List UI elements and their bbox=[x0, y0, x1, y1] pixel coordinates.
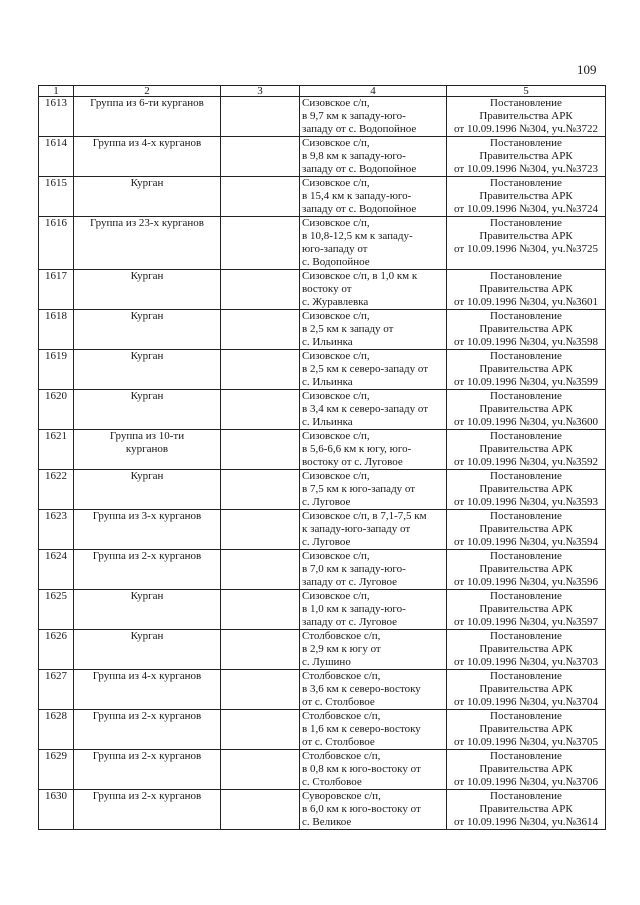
location-cell bbox=[300, 710, 447, 750]
document-cell-line: Постановление bbox=[490, 270, 562, 282]
document-cell-line: Правительства АРК bbox=[479, 283, 573, 295]
header-row bbox=[39, 86, 606, 97]
location-cell-line: западу от с. Водопойное bbox=[302, 163, 417, 175]
table-row bbox=[39, 310, 606, 350]
document-cell-line: Правительства АРК bbox=[479, 763, 573, 775]
object-name-line: Курган bbox=[130, 177, 164, 189]
document-cell-line: от 10.09.1996 №304, уч.№3592 bbox=[454, 456, 598, 468]
location-cell-line: в 15,4 км к западу-юго- bbox=[302, 190, 412, 202]
location-cell-line: в 9,8 км к западу-юго- bbox=[302, 150, 406, 162]
object-name-line: Курган bbox=[130, 590, 164, 602]
location-cell bbox=[300, 670, 447, 710]
document-cell-line: Правительства АРК bbox=[479, 643, 573, 655]
document-cell-line: Постановление bbox=[490, 470, 562, 482]
document-cell-line: Правительства АРК bbox=[479, 683, 573, 695]
document-cell-line: Постановление bbox=[490, 590, 562, 602]
object-name bbox=[74, 510, 221, 550]
object-name-line: Группа из 23-х курганов bbox=[90, 217, 204, 229]
document-cell-line: Правительства АРК bbox=[479, 323, 573, 335]
location-cell-line: западу от с. Луговое bbox=[302, 616, 398, 628]
location-cell-line: Сизовское с/п, bbox=[302, 350, 370, 362]
object-name-line: Группа из 2-х курганов bbox=[92, 750, 202, 762]
document-cell bbox=[447, 430, 606, 470]
table-row bbox=[39, 430, 606, 470]
location-cell bbox=[300, 750, 447, 790]
object-name bbox=[74, 470, 221, 510]
table-row bbox=[39, 590, 606, 630]
document-cell-line: Правительства АРК bbox=[479, 603, 573, 615]
document-cell bbox=[447, 670, 606, 710]
object-name-line: Курган bbox=[130, 350, 164, 362]
row-number: 1618 bbox=[39, 310, 74, 350]
document-cell bbox=[447, 470, 606, 510]
object-name-line: Группа из 2-х курганов bbox=[92, 710, 202, 722]
object-name-line: Группа из 2-х курганов bbox=[92, 790, 202, 802]
table-row bbox=[39, 217, 606, 270]
notes-cell bbox=[221, 470, 300, 510]
location-cell-line: в 3,4 км к северо-западу от bbox=[302, 403, 429, 415]
object-name-line: Курган bbox=[130, 470, 164, 482]
row-number: 1627 bbox=[39, 670, 74, 710]
location-cell-line: юго-западу от bbox=[302, 243, 368, 255]
table-row bbox=[39, 470, 606, 510]
location-cell bbox=[300, 550, 447, 590]
document-cell-line: от 10.09.1996 №304, уч.№3593 bbox=[454, 496, 598, 508]
document-cell bbox=[447, 137, 606, 177]
object-name bbox=[74, 350, 221, 390]
document-cell bbox=[447, 750, 606, 790]
location-cell-line: Сизовское с/п, bbox=[302, 310, 370, 322]
document-cell bbox=[447, 550, 606, 590]
table-row bbox=[39, 390, 606, 430]
notes-cell bbox=[221, 137, 300, 177]
location-cell-line: в 10,8-12,5 км к западу- bbox=[302, 230, 413, 242]
object-name bbox=[74, 550, 221, 590]
location-cell bbox=[300, 590, 447, 630]
object-name-line: Группа из 6-ти курганов bbox=[90, 97, 204, 109]
document-cell bbox=[447, 270, 606, 310]
document-cell-line: от 10.09.1996 №304, уч.№3594 bbox=[454, 536, 598, 548]
document-cell-line: от 10.09.1996 №304, уч.№3600 bbox=[454, 416, 598, 428]
location-cell-line: Сизовское с/п, bbox=[302, 590, 370, 602]
document-cell-line: Постановление bbox=[490, 137, 562, 149]
document-cell-line: Правительства АРК bbox=[479, 403, 573, 415]
object-name bbox=[74, 137, 221, 177]
document-cell-line: от 10.09.1996 №304, уч.№3614 bbox=[454, 816, 598, 828]
location-cell-line: от с. Столбовое bbox=[302, 696, 375, 708]
document-cell-line: Правительства АРК bbox=[479, 230, 573, 242]
location-cell-line: Сизовское с/п, bbox=[302, 390, 370, 402]
document-cell-line: от 10.09.1996 №304, уч.№3723 bbox=[454, 163, 598, 175]
location-cell-line: в 0,8 км к юго-востоку от bbox=[302, 763, 421, 775]
document-cell-line: Постановление bbox=[490, 670, 562, 682]
location-cell bbox=[300, 630, 447, 670]
location-cell-line: с. Водопойное bbox=[302, 256, 370, 268]
document-cell bbox=[447, 590, 606, 630]
table-row bbox=[39, 137, 606, 177]
row-number: 1613 bbox=[39, 97, 74, 137]
notes-cell bbox=[221, 630, 300, 670]
document-cell-line: от 10.09.1996 №304, уч.№3705 bbox=[454, 736, 598, 748]
document-cell-line: Правительства АРК bbox=[479, 150, 573, 162]
location-cell-line: с. Журавлевка bbox=[302, 296, 369, 308]
document-cell bbox=[447, 630, 606, 670]
document-cell bbox=[447, 97, 606, 137]
location-cell-line: от с. Столбовое bbox=[302, 736, 375, 748]
row-number: 1621 bbox=[39, 430, 74, 470]
table-body bbox=[39, 97, 606, 830]
object-name bbox=[74, 590, 221, 630]
object-name-line: Курган bbox=[130, 310, 164, 322]
document-cell-line: от 10.09.1996 №304, уч.№3598 bbox=[454, 336, 598, 348]
document-cell-line: от 10.09.1996 №304, уч.№3597 bbox=[454, 616, 598, 628]
location-cell-line: Сизовское с/п, bbox=[302, 137, 370, 149]
document-cell-line: Постановление bbox=[490, 510, 562, 522]
notes-cell bbox=[221, 670, 300, 710]
location-cell-line: Столбовское с/п, bbox=[302, 750, 381, 762]
location-cell-line: Столбовское с/п, bbox=[302, 710, 381, 722]
document-cell-line: Правительства АРК bbox=[479, 563, 573, 575]
document-cell-line: Правительства АРК bbox=[479, 803, 573, 815]
location-cell-line: Суворовское с/п, bbox=[302, 790, 381, 802]
object-name bbox=[74, 217, 221, 270]
object-name bbox=[74, 750, 221, 790]
location-cell-line: с. Луговое bbox=[302, 536, 351, 548]
location-cell-line: в 6,0 км к юго-востоку от bbox=[302, 803, 421, 815]
object-name-line: Курган bbox=[130, 630, 164, 642]
object-name bbox=[74, 670, 221, 710]
document-cell-line: от 10.09.1996 №304, уч.№3703 bbox=[454, 656, 598, 668]
document-cell bbox=[447, 710, 606, 750]
location-cell-line: с. Луговое bbox=[302, 496, 351, 508]
document-cell-line: от 10.09.1996 №304, уч.№3704 bbox=[454, 696, 598, 708]
document-cell-line: Постановление bbox=[490, 310, 562, 322]
monuments-table bbox=[38, 85, 606, 830]
object-name bbox=[74, 177, 221, 217]
row-number: 1615 bbox=[39, 177, 74, 217]
notes-cell bbox=[221, 97, 300, 137]
location-cell-line: в 1,6 км к северо-востоку bbox=[302, 723, 421, 735]
table-row bbox=[39, 670, 606, 710]
location-cell-line: востоку от с. Луговое bbox=[302, 456, 403, 468]
object-name-line: Группа из 3-х курганов bbox=[92, 510, 202, 522]
row-number: 1624 bbox=[39, 550, 74, 590]
table-row bbox=[39, 550, 606, 590]
document-cell-line: Постановление bbox=[490, 390, 562, 402]
document-cell-line: Правительства АРК bbox=[479, 443, 573, 455]
document-cell-line: Постановление bbox=[490, 177, 562, 189]
document-cell-line: Правительства АРК bbox=[479, 523, 573, 535]
object-name bbox=[74, 310, 221, 350]
object-name-line: Группа из 4-х курганов bbox=[92, 137, 202, 149]
table-row bbox=[39, 510, 606, 550]
object-name-line: Группа из 2-х курганов bbox=[92, 550, 202, 562]
column-header-2: 2 bbox=[74, 86, 221, 97]
location-cell-line: Сизовское с/п, в 7,1-7,5 км bbox=[302, 510, 427, 522]
object-name bbox=[74, 430, 221, 470]
object-name-line: Группа из 4-х курганов bbox=[92, 670, 202, 682]
column-header-4: 4 bbox=[300, 86, 447, 97]
table-row bbox=[39, 750, 606, 790]
column-header-3: 3 bbox=[221, 86, 300, 97]
location-cell-line: с. Ильинка bbox=[302, 376, 353, 388]
column-header-1: 1 bbox=[39, 86, 74, 97]
location-cell bbox=[300, 430, 447, 470]
row-number: 1626 bbox=[39, 630, 74, 670]
location-cell bbox=[300, 177, 447, 217]
document-cell-line: от 10.09.1996 №304, уч.№3722 bbox=[454, 123, 598, 135]
object-name bbox=[74, 790, 221, 830]
document-cell-line: Постановление bbox=[490, 350, 562, 362]
document-cell bbox=[447, 790, 606, 830]
document-cell-line: Правительства АРК bbox=[479, 723, 573, 735]
row-number: 1614 bbox=[39, 137, 74, 177]
document-cell-line: Правительства АРК bbox=[479, 363, 573, 375]
location-cell bbox=[300, 390, 447, 430]
document-cell-line: от 10.09.1996 №304, уч.№3725 bbox=[454, 243, 598, 255]
document-cell bbox=[447, 510, 606, 550]
row-number: 1616 bbox=[39, 217, 74, 270]
row-number: 1623 bbox=[39, 510, 74, 550]
location-cell bbox=[300, 350, 447, 390]
object-name-line: Курган bbox=[130, 270, 164, 282]
notes-cell bbox=[221, 590, 300, 630]
location-cell-line: в 2,5 км к северо-западу от bbox=[302, 363, 429, 375]
object-name bbox=[74, 270, 221, 310]
notes-cell bbox=[221, 270, 300, 310]
row-number: 1620 bbox=[39, 390, 74, 430]
location-cell-line: к западу-юго-западу от bbox=[302, 523, 411, 535]
location-cell-line: Сизовское с/п, в 1,0 км к bbox=[302, 270, 418, 282]
row-number: 1622 bbox=[39, 470, 74, 510]
table-row bbox=[39, 630, 606, 670]
location-cell-line: западу от с. Водопойное bbox=[302, 203, 417, 215]
page-number: 109 bbox=[577, 62, 597, 77]
location-cell-line: Столбовское с/п, bbox=[302, 630, 381, 642]
document-cell-line: Постановление bbox=[490, 750, 562, 762]
location-cell bbox=[300, 470, 447, 510]
location-cell-line: в 7,0 км к западу-юго- bbox=[302, 563, 406, 575]
location-cell bbox=[300, 310, 447, 350]
notes-cell bbox=[221, 710, 300, 750]
document-cell-line: Постановление bbox=[490, 630, 562, 642]
table-row bbox=[39, 270, 606, 310]
location-cell-line: западу от с. Луговое bbox=[302, 576, 398, 588]
location-cell-line: западу от с. Водопойное bbox=[302, 123, 417, 135]
object-name-line: курганов bbox=[125, 443, 169, 455]
document-cell-line: Постановление bbox=[490, 430, 562, 442]
location-cell-line: в 2,9 км к югу от bbox=[302, 643, 381, 655]
object-name bbox=[74, 710, 221, 750]
document-cell-line: Постановление bbox=[490, 97, 562, 109]
location-cell-line: с. Столбовое bbox=[302, 776, 362, 788]
row-number: 1617 bbox=[39, 270, 74, 310]
notes-cell bbox=[221, 177, 300, 217]
location-cell-line: Сизовское с/п, bbox=[302, 177, 370, 189]
document-cell-line: от 10.09.1996 №304, уч.№3599 bbox=[454, 376, 598, 388]
notes-cell bbox=[221, 350, 300, 390]
notes-cell bbox=[221, 430, 300, 470]
document-cell bbox=[447, 310, 606, 350]
document-cell-line: Постановление bbox=[490, 790, 562, 802]
location-cell-line: с. Ильинка bbox=[302, 336, 353, 348]
document-cell bbox=[447, 217, 606, 270]
notes-cell bbox=[221, 790, 300, 830]
notes-cell bbox=[221, 550, 300, 590]
location-cell bbox=[300, 97, 447, 137]
notes-cell bbox=[221, 390, 300, 430]
document-cell-line: Постановление bbox=[490, 217, 562, 229]
notes-cell bbox=[221, 217, 300, 270]
location-cell-line: Сизовское с/п, bbox=[302, 470, 370, 482]
location-cell-line: в 5,6-6,6 км к югу, юго- bbox=[302, 443, 412, 455]
document-cell-line: от 10.09.1996 №304, уч.№3706 bbox=[454, 776, 598, 788]
column-header-5: 5 bbox=[447, 86, 606, 97]
object-name bbox=[74, 630, 221, 670]
location-cell-line: в 2,5 км к западу от bbox=[302, 323, 394, 335]
location-cell bbox=[300, 790, 447, 830]
location-cell-line: в 1,0 км к западу-юго- bbox=[302, 603, 406, 615]
document-cell bbox=[447, 350, 606, 390]
document-cell-line: Правительства АРК bbox=[479, 190, 573, 202]
location-cell-line: в 9,7 км к западу-юго- bbox=[302, 110, 406, 122]
location-cell-line: Столбовское с/п, bbox=[302, 670, 381, 682]
location-cell-line: Сизовское с/п, bbox=[302, 550, 370, 562]
location-cell-line: Сизовское с/п, bbox=[302, 97, 370, 109]
object-name bbox=[74, 390, 221, 430]
table-row bbox=[39, 350, 606, 390]
location-cell-line: Сизовское с/п, bbox=[302, 217, 370, 229]
location-cell-line: с. Великое bbox=[302, 816, 352, 828]
table-row bbox=[39, 710, 606, 750]
table-row bbox=[39, 177, 606, 217]
location-cell-line: Сизовское с/п, bbox=[302, 430, 370, 442]
notes-cell bbox=[221, 750, 300, 790]
location-cell bbox=[300, 217, 447, 270]
document-cell bbox=[447, 177, 606, 217]
location-cell bbox=[300, 137, 447, 177]
row-number: 1629 bbox=[39, 750, 74, 790]
row-number: 1630 bbox=[39, 790, 74, 830]
location-cell-line: с. Лушино bbox=[302, 656, 351, 668]
object-name-line: Курган bbox=[130, 390, 164, 402]
document-cell-line: от 10.09.1996 №304, уч.№3724 bbox=[454, 203, 598, 215]
location-cell-line: в 7,5 км к юго-западу от bbox=[302, 483, 416, 495]
document-cell-line: от 10.09.1996 №304, уч.№3596 bbox=[454, 576, 598, 588]
document-cell-line: Постановление bbox=[490, 550, 562, 562]
table-row bbox=[39, 97, 606, 137]
row-number: 1625 bbox=[39, 590, 74, 630]
document-cell-line: Правительства АРК bbox=[479, 110, 573, 122]
location-cell-line: с. Ильинка bbox=[302, 416, 353, 428]
row-number: 1619 bbox=[39, 350, 74, 390]
table-row bbox=[39, 790, 606, 830]
object-name bbox=[74, 97, 221, 137]
notes-cell bbox=[221, 310, 300, 350]
location-cell-line: востоку от bbox=[302, 283, 352, 295]
document-cell-line: от 10.09.1996 №304, уч.№3601 bbox=[454, 296, 598, 308]
notes-cell bbox=[221, 510, 300, 550]
location-cell bbox=[300, 270, 447, 310]
row-number: 1628 bbox=[39, 710, 74, 750]
object-name-line: Группа из 10-ти bbox=[109, 430, 185, 442]
document-cell-line: Правительства АРК bbox=[479, 483, 573, 495]
location-cell-line: в 3,6 км к северо-востоку bbox=[302, 683, 421, 695]
location-cell bbox=[300, 510, 447, 550]
document-cell-line: Постановление bbox=[490, 710, 562, 722]
document-cell bbox=[447, 390, 606, 430]
